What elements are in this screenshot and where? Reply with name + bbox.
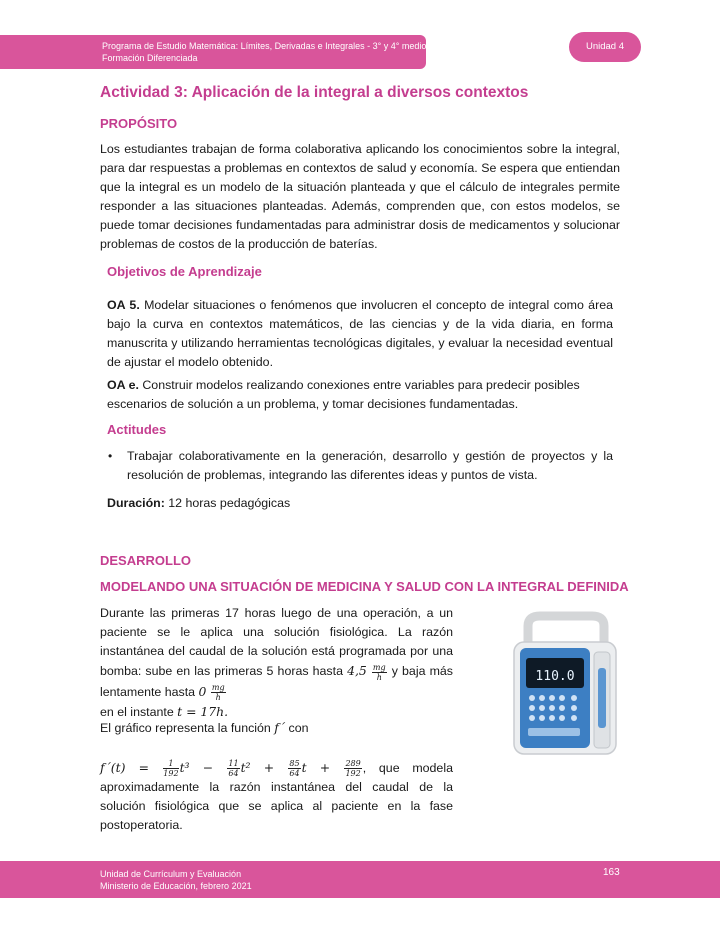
oae-text: Construir modelos realizando conexiones entre variables para predecir posibles escenarios de solución a un problema, y tomar decisiones fundamentadas. (107, 378, 580, 412)
p1-value-2: 0 (198, 683, 207, 699)
p1-text-b: y baja más lentamente hasta (100, 664, 453, 699)
coef-3-num: 85 (289, 759, 300, 769)
p1-time: t = 17h. (177, 703, 229, 719)
unit-fraction-2 (211, 683, 226, 702)
unit-num-1: mg (372, 662, 386, 672)
coef-1 (163, 759, 178, 778)
infusion-pump-image (500, 608, 630, 766)
unit-badge: Unidad 4 (569, 32, 641, 62)
desarrollo-heading: DESARROLLO (100, 553, 191, 568)
objetivos-heading: Objetivos de Aprendizaje (107, 264, 262, 279)
unit-fraction-1 (372, 663, 387, 682)
oa5-label: OA 5. (107, 298, 140, 312)
p1-text-c: en el instante (100, 704, 178, 719)
actitudes-heading: Actitudes (107, 422, 167, 437)
actitudes-bullet: • (108, 449, 113, 463)
coef-4-den: 192 (345, 769, 361, 779)
coef-4 (344, 759, 361, 778)
coef-2-num: 11 (228, 759, 239, 769)
duracion-line (107, 494, 507, 513)
unit-den-1: h (376, 672, 382, 682)
p2-text-b: con (285, 721, 309, 735)
header-program: Programa de Estudio Matemática: Límites, Derivadas e Integrales - 3° y 4° medio (102, 41, 427, 51)
term-t2: t² + (240, 760, 288, 775)
formula-lhs: f´(t) = (100, 760, 163, 775)
coef-1-num: 1 (163, 759, 178, 769)
term-t3: t³ − (179, 760, 227, 775)
footer-unit: Unidad de Currículum y Evaluación (100, 869, 242, 879)
duracion-label: Duración: (107, 496, 165, 510)
oa5-text: Modelar situaciones o fenómenos que involucren el concepto de integral como área bajo la curva en contextos matemáticos, de las ciencias y de la vida diaria, en forma manuscrita y utilizando herramientas tecnológicas digitales, y evaluar la necesidad eventual de ajustar el modelo obtenido. (107, 298, 613, 370)
coef-2 (227, 759, 239, 778)
desarrollo-paragraph-2 (100, 718, 453, 738)
oa5-paragraph (107, 296, 613, 372)
proposito-text: Los estudiantes trabajan de forma colaborativa aplicando los conocimientos sobre la integral, para dar respuestas a problemas en contextos de salud y economía. Se espera que entiendan que la integral es un modelo de la situación planteada y que el cálculo de integrales permite responder a las situaciones planteadas. Además, comprenden que, con estos modelos, se puede tomar decisiones fundamentadas para administrar dosis de medicamentos y solucionar problemas de costos de la producción de baterías. (100, 142, 620, 252)
coef-4-num: 289 (345, 759, 361, 769)
term-t1: t + (301, 760, 344, 775)
desarrollo-paragraph-1 (100, 604, 453, 722)
footer-text (100, 868, 252, 892)
coef-1-den: 192 (163, 769, 179, 779)
page-number: 163 (603, 867, 620, 878)
desarrollo-paragraph-3 (100, 758, 453, 836)
p1-text-a: Durante las primeras 17 horas luego de una operación, a un paciente se le aplica una solución fisiológica. La razón instantánea del caudal de la solución está programada por una bomba: sube en las primeras 5 horas hasta (100, 606, 453, 679)
oae-paragraph (107, 376, 613, 414)
proposito-heading: PROPÓSITO (100, 116, 178, 131)
desarrollo-subheading: MODELANDO UNA SITUACIÓN DE MEDICINA Y SALUD CON LA INTEGRAL DEFINIDA (100, 579, 629, 594)
coef-3-den: 64 (289, 769, 300, 779)
p2-function: f´ (274, 720, 286, 735)
coef-2-den: 64 (228, 769, 239, 779)
coef-3 (288, 759, 300, 778)
header-formation: Formación Diferenciada (102, 53, 198, 63)
oae-label: OA e. (107, 378, 139, 392)
p2-text-a: El gráfico representa la función (100, 721, 275, 735)
p1-value-1: 4,5 (347, 663, 367, 679)
actitudes-item: Trabajar colaborativamente en la generación, desarrollo y gestión de proyectos y la resolución de problemas, integrando las diferentes ideas y puntos de vista. (127, 449, 613, 483)
unit-den-2: h (215, 692, 221, 702)
unit-num-2: mg (211, 682, 225, 692)
header-text (102, 40, 426, 64)
footer-ministry: Ministerio de Educación, febrero 2021 (100, 881, 252, 891)
pump-display: 110.0 (535, 669, 575, 684)
p3-text: , que modela aproximadamente la razón instantánea del caudal de la solución fisiológica que se aplica al paciente en la fase postoperatoria. (100, 761, 453, 833)
activity-title: Actividad 3: Aplicación de la integral a diversos contextos (100, 84, 529, 101)
duracion-value: 12 horas pedagógicas (164, 496, 291, 510)
